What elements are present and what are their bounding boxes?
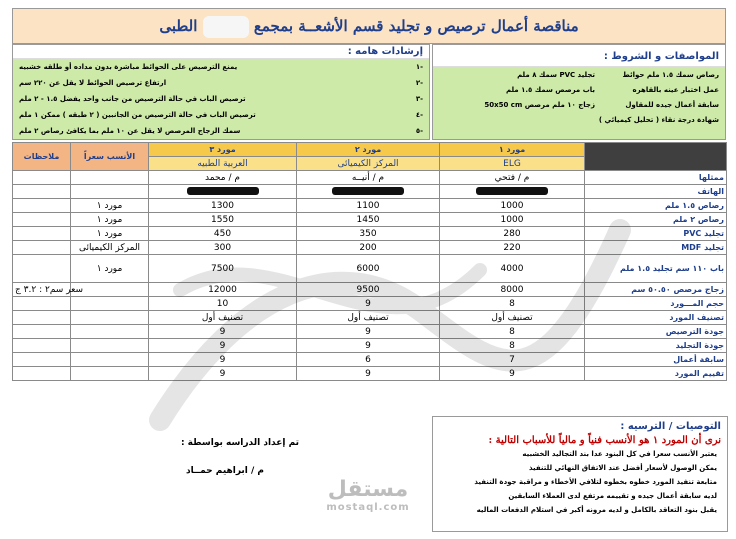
table-header-row [13, 143, 727, 157]
table-row [13, 339, 727, 353]
note-text: يمنع الترصيص على الحوائط مباشرة بدون مداده أو طلقه خشبيه [19, 63, 238, 71]
row-best-supplier [71, 311, 149, 325]
row-value: 9 [297, 325, 440, 339]
row-label: ممثلها [585, 171, 727, 185]
specs-heading: المواصفات و الشروط : [433, 45, 725, 67]
note-num: -٢ [415, 79, 423, 87]
row-note [13, 367, 71, 381]
best-price-header: الأنسب سعراً [71, 143, 149, 171]
page-title [12, 8, 726, 44]
row-value: 1100 [297, 199, 440, 213]
row-value: 280 [440, 227, 585, 241]
row-label: جودة التجليد [585, 339, 727, 353]
title-text: مناقصة أعمال ترصيص و تجليد قسم الأشعــة بمجمع [253, 17, 579, 35]
recommendations-title: التوصيات / الترسيه : [620, 421, 721, 432]
prepared-by: تم إعداد الدراسه بواسطة : [180, 438, 300, 448]
table-row [13, 185, 727, 199]
row-value: 9 [440, 367, 585, 381]
row-best-supplier: مورد ١ [71, 213, 149, 227]
row-best-supplier: مورد ١ [71, 255, 149, 283]
row-value: م / أنيــه [297, 171, 440, 185]
row-value: تصنيف أول [440, 311, 585, 325]
note-text: ترصيص الباب في حالة الترصيص من جانب واحد يفضل ١.٥ - ٢ ملم [19, 95, 246, 103]
table-row [13, 171, 727, 185]
row-value: 8000 [440, 283, 585, 297]
row-label: تجليد MDF [585, 241, 727, 255]
row-value: 9 [149, 367, 297, 381]
spec-line: رصاص سمك ١.٥ ملم حوائط [622, 71, 719, 79]
row-value: 1000 [440, 213, 585, 227]
redacted-phone [149, 185, 297, 199]
note-item [13, 59, 429, 75]
row-note [13, 227, 71, 241]
row-value: 1000 [440, 199, 585, 213]
row-note [13, 199, 71, 213]
note-num: -٣ [415, 95, 423, 103]
mostaql-logo [318, 478, 418, 513]
table-row [13, 311, 727, 325]
row-value: 450 [149, 227, 297, 241]
row-label: الهاتف [585, 185, 727, 199]
spec-line: زجاج ١٠ ملم مرصص 50x50 cm [484, 101, 595, 109]
row-value: 7500 [149, 255, 297, 283]
row-value: 9 [297, 339, 440, 353]
row-value: م / محمد [149, 171, 297, 185]
row-value: 12000 [149, 283, 297, 297]
row-value: 9 [149, 325, 297, 339]
supplier-name-header: المركز الكيميائى [297, 157, 440, 171]
recommendation-item: يقبل بنود التعاقد بالكامل و لديه مرونه أكبر في استلام الدفعات الماليه [476, 506, 717, 514]
row-best-supplier [71, 353, 149, 367]
table-row [13, 241, 727, 255]
note-item [13, 123, 429, 139]
row-value: 1450 [297, 213, 440, 227]
row-value: تصنيف أول [297, 311, 440, 325]
notes-heading: إرشادات هامه : [13, 45, 429, 59]
supplier-name-header: العربية الطبيه [149, 157, 297, 171]
row-note [13, 185, 71, 199]
row-note [13, 353, 71, 367]
row-value: 9500 [297, 283, 440, 297]
row-label: جودة الترصيص [585, 325, 727, 339]
row-value: 8 [440, 325, 585, 339]
notes-body [13, 59, 429, 139]
table-row [13, 227, 727, 241]
spec-line: شهادة درجة نقاء ( تحليل كيميائي ) [598, 116, 719, 124]
table-row [13, 199, 727, 213]
row-label: رصاص ٢ ملم [585, 213, 727, 227]
row-value: 10 [149, 297, 297, 311]
note-num: -١ [415, 63, 423, 71]
note-item [13, 91, 429, 107]
recommendation-item: يعتبر الأنسب سعرا في كل البنود عدا بند التجاليد الخشبيه [522, 450, 717, 458]
row-value: تصنيف أول [149, 311, 297, 325]
note-num: -٤ [415, 111, 423, 119]
row-note [13, 213, 71, 227]
table-row [13, 255, 727, 283]
row-value: 7 [440, 353, 585, 367]
note-item [13, 107, 429, 123]
notes-header: ملاحظات [13, 143, 71, 171]
note-item [13, 75, 429, 91]
row-label: تقييم المورد [585, 367, 727, 381]
row-note [13, 311, 71, 325]
recommendation-item: متابعة تنفيذ المورد خطوه بخطوه لتلافي الأخطاء و مراقبة جودة التنفيذ [474, 478, 717, 486]
redacted-phone [297, 185, 440, 199]
row-value: 9 [149, 339, 297, 353]
note-text: ارتفاع ترصيص الحوائط لا يقل عن ٢٢٠ سم [19, 79, 167, 87]
specs-body [433, 67, 725, 139]
row-best-supplier: مورد ١ [71, 227, 149, 241]
row-value: 8 [440, 339, 585, 353]
row-value: 350 [297, 227, 440, 241]
logo-sub-text: mostaql.com [326, 502, 410, 513]
comparison-table [12, 142, 727, 381]
row-note [13, 241, 71, 255]
row-note: سعر سم٢ : ٣.٢ ج [13, 283, 71, 297]
row-label: زجاج مرصص ٥٠.٥٠ سم [585, 283, 727, 297]
row-value: 200 [297, 241, 440, 255]
row-note [13, 339, 71, 353]
spec-line: باب مرصص سمك ١.٥ ملم [505, 86, 595, 94]
row-best-supplier [71, 297, 149, 311]
redaction-bar [187, 187, 259, 195]
row-value: 9 [297, 297, 440, 311]
row-value: 9 [149, 353, 297, 367]
row-value: 1550 [149, 213, 297, 227]
table-row [13, 353, 727, 367]
recommendations-headline: نرى أن المورد ١ هو الأنسب فنياً و مالياً للأسباب التالية : [488, 435, 721, 446]
row-value: 1300 [149, 199, 297, 213]
row-best-supplier [71, 325, 149, 339]
table-row [13, 283, 727, 297]
row-best-supplier [71, 171, 149, 185]
row-label: سابقة أعمال [585, 353, 727, 367]
redacted-name [203, 16, 249, 38]
supplier-number-header: مورد ٣ [149, 143, 297, 157]
row-value: م / فتحي [440, 171, 585, 185]
notes-box [12, 44, 430, 140]
title-text-end: الطبى [159, 17, 198, 35]
spec-line: سابقة أعمال جيده للمقاول [625, 101, 719, 109]
corner-cell [585, 143, 727, 171]
note-text: ترصيص الباب في حالة الترصيص من الجانبين ( ٢ طبقه ) ممكن ١ ملم [19, 111, 256, 119]
row-note [13, 255, 71, 283]
redaction-bar [332, 187, 404, 195]
spec-line: تجليد PVC سمك ٨ ملم [517, 71, 595, 79]
row-best-supplier [71, 367, 149, 381]
table-row [13, 367, 727, 381]
redacted-phone [440, 185, 585, 199]
supplier-number-header: مورد ١ [440, 143, 585, 157]
row-note [13, 297, 71, 311]
row-value: 9 [297, 367, 440, 381]
row-value: 6000 [297, 255, 440, 283]
table-row [13, 297, 727, 311]
row-value: 300 [149, 241, 297, 255]
row-value: 8 [440, 297, 585, 311]
note-text: سمك الزجاج المرصص لا يقل عن ١٠ ملم بما يكافئ رصاص ٢ ملم [19, 127, 241, 135]
row-value: 6 [297, 353, 440, 367]
row-best-supplier [71, 339, 149, 353]
redaction-bar [476, 187, 548, 195]
recommendation-item: يمكن الوصول لأسعار أفضل عند الاتفاق النهائي للتنفيذ [528, 464, 717, 472]
table-row [13, 213, 727, 227]
specs-box [432, 44, 726, 140]
supplier-name-header: ELG [440, 157, 585, 171]
row-label: تصنيف المورد [585, 311, 727, 325]
row-best-supplier [71, 185, 149, 199]
row-best-supplier: مورد ١ [71, 199, 149, 213]
row-label: تجليد PVC [585, 227, 727, 241]
row-label: رصاص ١.٥ ملم [585, 199, 727, 213]
note-num: -٥ [415, 127, 423, 135]
spec-line: عمل اختبار عينه بالقاهره [632, 86, 719, 94]
row-note [13, 171, 71, 185]
supplier-number-header: مورد ٢ [297, 143, 440, 157]
row-label: حجم المـــورد [585, 297, 727, 311]
recommendations-box [432, 416, 728, 532]
row-value: 220 [440, 241, 585, 255]
logo-main-text: مستقل [327, 477, 409, 502]
table-row [13, 325, 727, 339]
row-best-supplier: المركز الكيميائى [71, 241, 149, 255]
row-value: 4000 [440, 255, 585, 283]
row-label: باب ١١٠ سم تجليد ١.٥ ملم [585, 255, 727, 283]
recommendation-item: لديه سابقة أعمال جيده و تقييمه مرتفع لدى العملاء السابقين [508, 492, 717, 500]
row-note [13, 325, 71, 339]
preparer-name: م / ابراهيم حمــاد [185, 466, 265, 476]
